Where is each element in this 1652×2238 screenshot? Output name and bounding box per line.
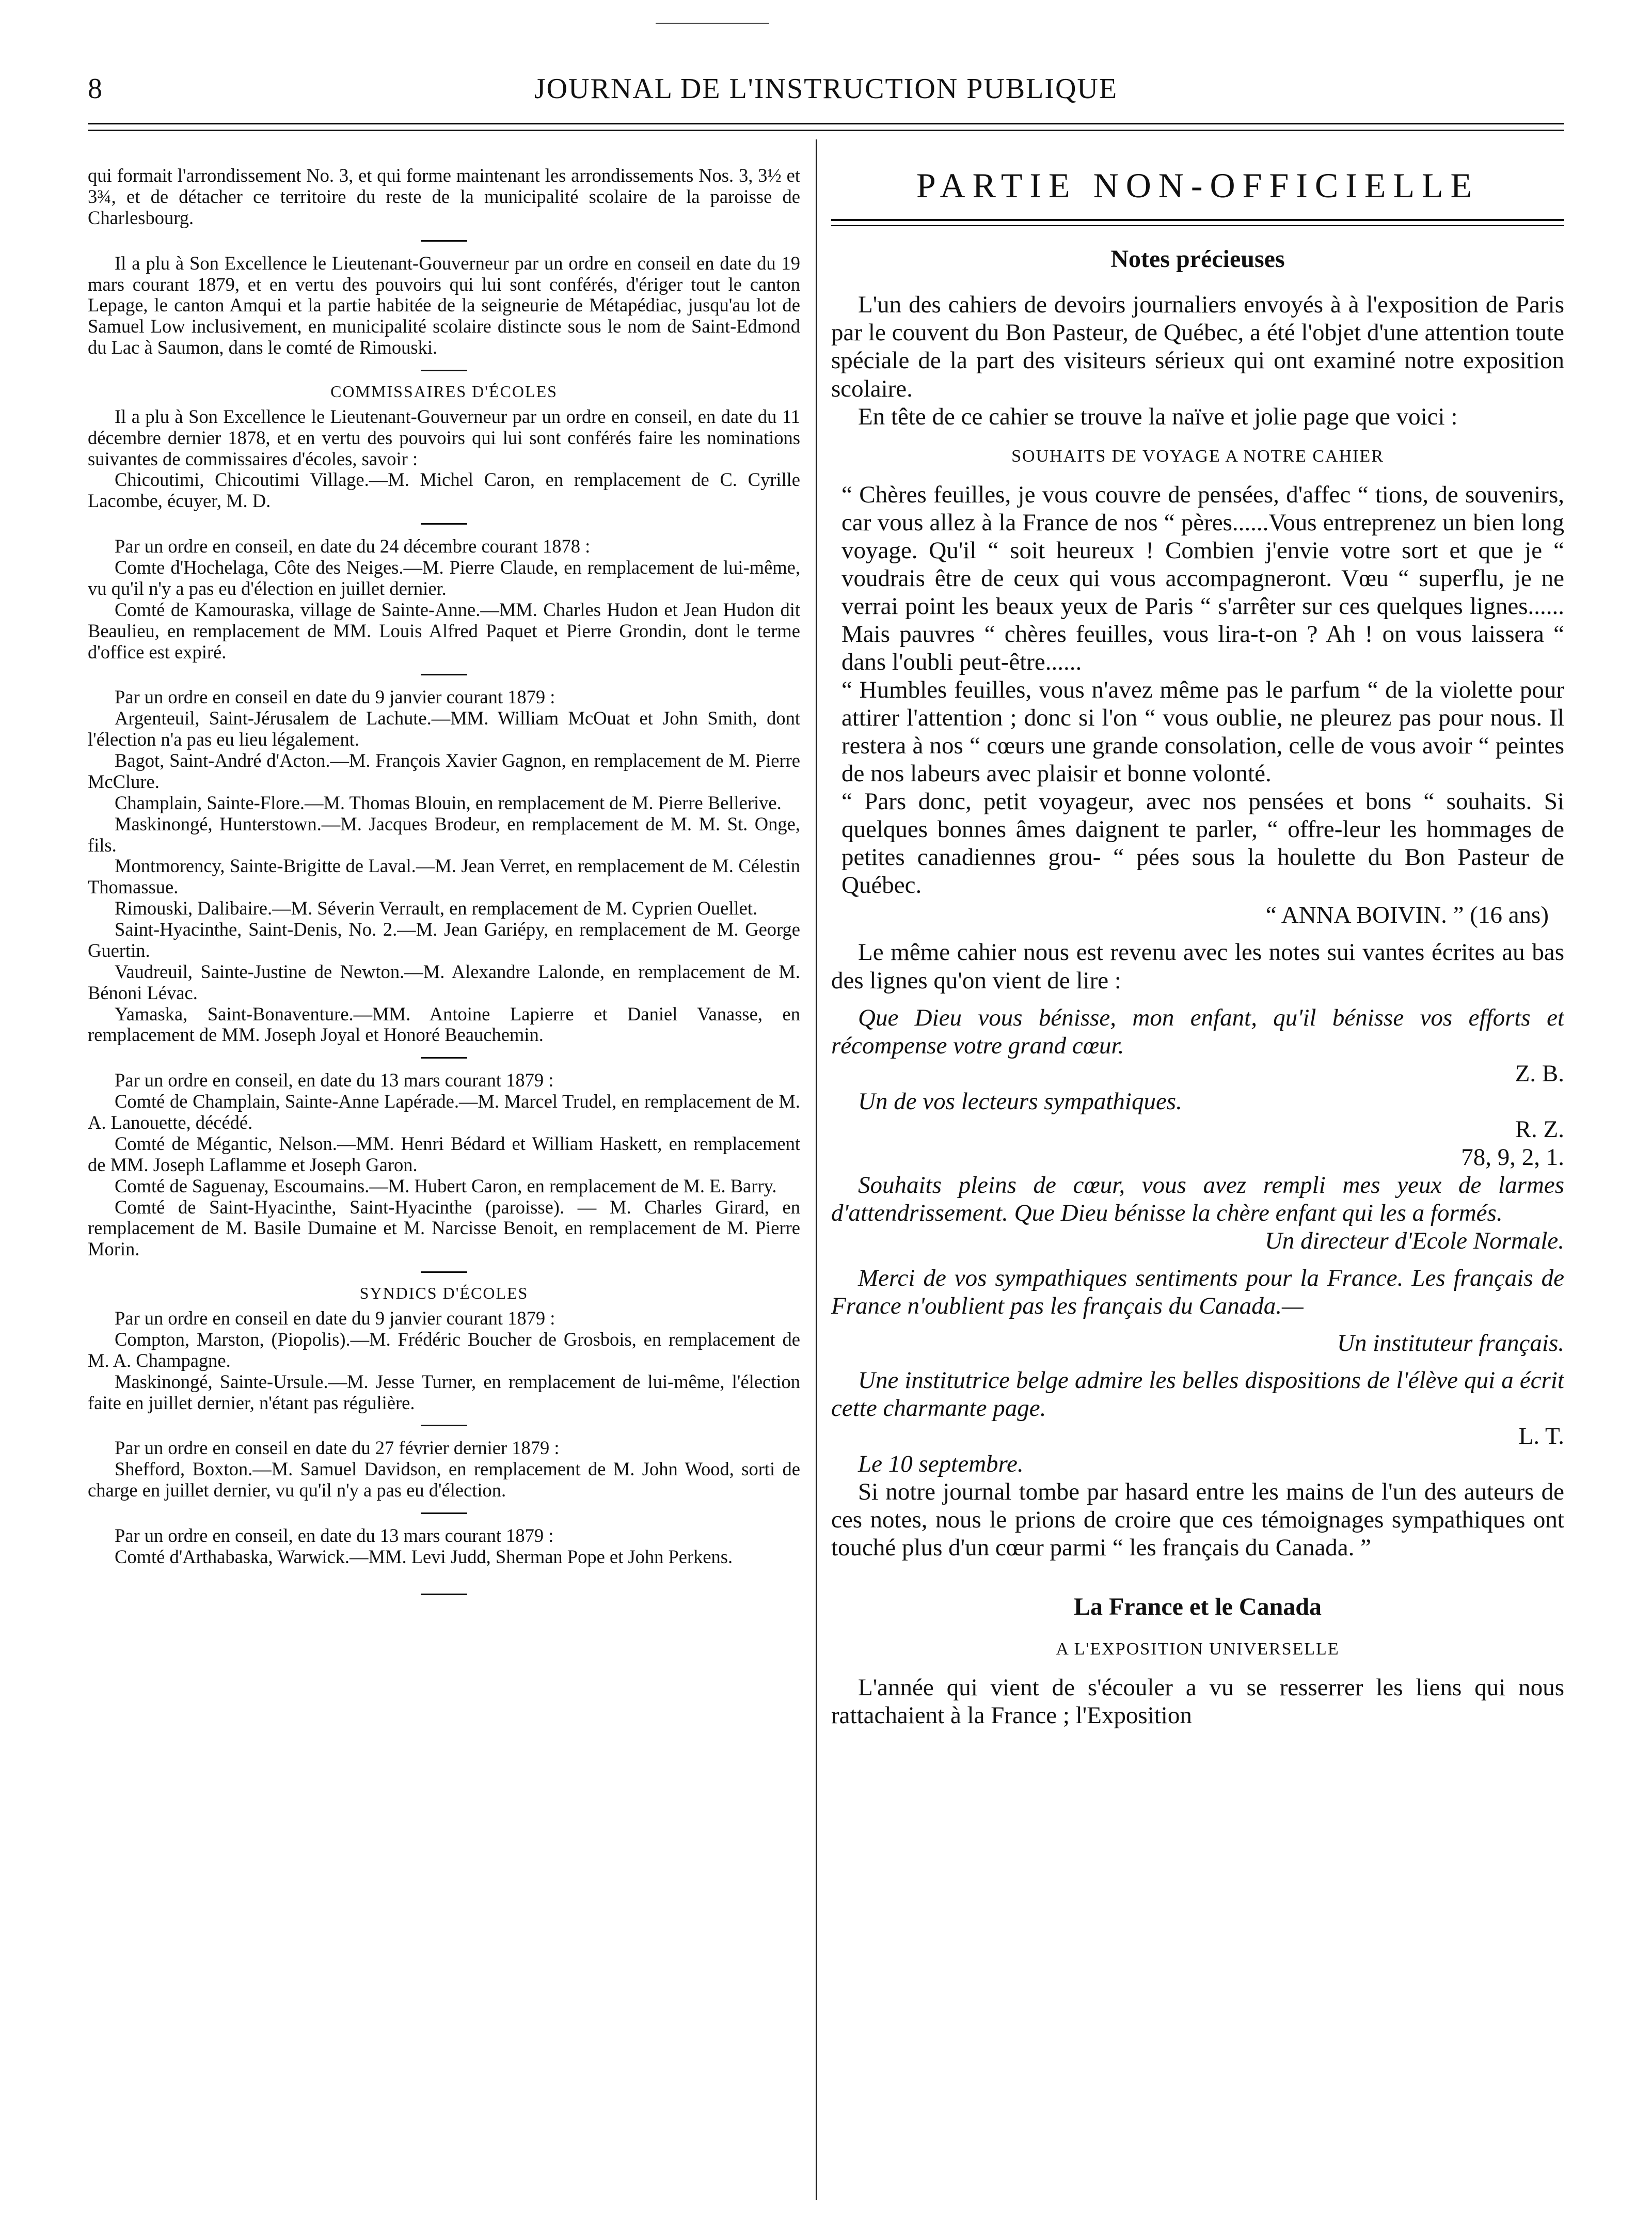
right-column — [831, 165, 1564, 2205]
paragraph: Champlain, Sainte-Flore.—M. Thomas Blouin, en remplacement de M. Pierre Bellerive. — [115, 792, 782, 813]
paragraph: Montmorency, Sainte-Brigitte de Laval.—M. Jean Verret, en remplacement de M. Célestin Thomassue. — [88, 855, 800, 898]
page-header — [88, 72, 1564, 114]
poem-stanza: “ Humbles feuilles, vous n'avez même pas le parfum “ de la violette pour attirer l'attention ; donc si l'on “ vous oublie, ne pleurez pas pour nous. Il restera à nos “ cœurs une grande consolation, celle de vous avoir “ peintes de nos labeurs avec plaisir et bonne volonté. — [841, 676, 1564, 787]
notes-title: Notes précieuses — [1110, 245, 1285, 273]
paragraph: Maskinongé, Hunterstown.—M. Jacques Brodeur, en remplacement de M. M. St. Onge, fils. — [88, 813, 800, 856]
paragraph: Maskinongé, Sainte-Ursule.—M. Jesse Turner, en remplacement de lui-même, l'élection faite en juillet dernier, n'étant pas régulière. — [88, 1370, 800, 1413]
paragraph: Vaudreuil, Sainte-Justine de Newton.—M. Alexandre Lalonde, en remplacement de M. Bénoni Lévac. — [88, 960, 800, 1003]
section-rule — [831, 219, 1564, 226]
top-ornament-line — [656, 23, 769, 24]
note-signature: Z. B. — [1515, 1060, 1564, 1087]
paragraph: Il a plu à Son Excellence le Lieutenant-Gouverneur par un ordre en conseil en date du 19 mars courant 1879, et en vertu des pouvoirs qui lui sont conférés, d'ériger tout le canton Lepage, le canton Amqui et la partie habitée de la seigneurie de Métapédiac, jusqu'au lot de Samuel Low inclusivement, en municipalité scolaire distincte sous le nom de Saint-Edmond du Lac à Saumon, dans le comté de Rimouski. — [88, 252, 800, 358]
poem-stanza: “ Pars donc, petit voyageur, avec nos pensées et bons “ souhaits. Si quelques bonnes âmes daignent te parler, “ offre-leur les hommages de petites canadiennes grou- “ pées sous la houlette du Bon Pasteur de Québec. — [841, 788, 1564, 899]
paragraph: En tête de ce cahier se trouve la naïve et jolie page que voici : — [858, 403, 1458, 430]
paragraph: Comté de Mégantic, Nelson.—MM. Henri Bédard et William Haskett, en remplacement de MM. Joseph Laflamme et Joseph Garon. — [88, 1132, 800, 1175]
poem-signature: “ ANNA BOIVIN. ” (16 ans) — [1265, 902, 1549, 929]
note-signature: R. Z. — [1515, 1115, 1564, 1143]
journal-title: JOURNAL DE L'INSTRUCTION PUBLIQUE — [534, 73, 1118, 105]
paragraph: Comté de Champlain, Sainte-Anne Lapérade.—M. Marcel Trudel, en remplacement de M. A. Lanouette, décédé. — [88, 1091, 800, 1133]
section-title: PARTIE NON-OFFICIELLE — [916, 166, 1480, 205]
left-column — [88, 165, 800, 2076]
paragraph: Par un ordre en conseil en date du 27 février dernier 1879 : — [115, 1437, 560, 1459]
paragraph: qui formait l'arrondissement No. 3, et qui forme maintenant les arrondissements Nos. 3, 3½ et 3¾, et de détacher ce territoire du reste de la municipalité scolaire de la paroisse de Charlesbourg. — [88, 165, 800, 228]
note: Merci de vos sympathiques sentiments pour la France. Les français de France n'oublient pas les français du Canada.— — [831, 1264, 1564, 1320]
paragraph: Rimouski, Dalibaire.—M. Séverin Verrault, en remplacement de M. Cyprien Ouellet. — [115, 897, 758, 919]
spacer — [831, 995, 1564, 1004]
paragraph: Bagot, Saint-André d'Acton.—M. François Xavier Gagnon, en remplacement de M. Pierre McClure. — [88, 750, 800, 792]
note: Un de vos lecteurs sympathiques. — [858, 1088, 1182, 1115]
paragraph: Par un ordre en conseil, en date du 13 mars courant 1879 : — [115, 1525, 554, 1547]
paragraph: Par un ordre en conseil en date du 9 janvier courant 1879 : — [115, 686, 555, 708]
paragraph: Comté de Saguenay, Escoumains.—M. Hubert Caron, en remplacement de M. E. Barry. — [115, 1175, 777, 1196]
separator — [421, 674, 467, 675]
paragraph: Par un ordre en conseil, en date du 13 mars courant 1879 : — [115, 1069, 554, 1091]
separator — [421, 370, 467, 371]
separator — [421, 1512, 467, 1514]
syndics-heading: SYNDICS D'ÉCOLES — [359, 1284, 529, 1303]
france-title: La France et le Canada — [1074, 1593, 1322, 1621]
paragraph: Saint-Hyacinthe, Saint-Denis, No. 2.—M. Jean Gariépy, en remplacement de M. George Guertin. — [88, 919, 800, 961]
spacer — [831, 1255, 1564, 1264]
separator — [421, 1271, 467, 1273]
separator — [421, 1425, 467, 1426]
paragraph: L'un des cahiers de devoirs journaliers envoyés à à l'exposition de Paris par le couvent du Bon Pasteur, de Québec, a été l'objet d'une attention toute spéciale de la part des visiteurs sérieux qui ont examiné notre exposition scolaire. — [831, 291, 1564, 402]
paragraph: Comté de Saint-Hyacinthe, Saint-Hyacinthe (paroisse). — M. Charles Girard, en remplacement de M. Basile Dumaine et M. Narcisse Benoit, en remplacement de M. Pierre Morin. — [88, 1196, 800, 1260]
note-signature: Un directeur d'Ecole Normale. — [1264, 1227, 1564, 1254]
souhaits-heading: SOUHAITS DE VOYAGE A NOTRE CAHIER — [1011, 446, 1384, 466]
separator — [421, 240, 467, 242]
commissaires-heading: COMMISSAIRES D'ÉCOLES — [330, 382, 558, 401]
paragraph: Si notre journal tombe par hasard entre les mains de l'un des auteurs de ces notes, nous le prions de croire que ces témoignages sympathiques ont touché plus d'un cœur parmi “ les français du Canada. ” — [831, 1478, 1564, 1562]
note-date: Le 10 septembre. — [858, 1451, 1024, 1478]
spacer — [831, 1357, 1564, 1366]
spacer — [831, 929, 1564, 938]
spacer — [831, 1562, 1564, 1582]
paragraph: Par un ordre en conseil en date du 9 janvier courant 1879 : — [115, 1307, 555, 1329]
paragraph: L'année qui vient de s'écouler a vu se resserrer les liens qui nous rattachaient à la France ; l'Exposition — [831, 1674, 1564, 1729]
page-number: 8 — [88, 73, 102, 105]
separator — [421, 523, 467, 525]
paragraph: Yamaska, Saint-Bonaventure.—MM. Antoine Lapierre et Daniel Vanasse, en remplacement de MM. Joseph Joyal et Honoré Beauchemin. — [88, 1003, 800, 1046]
end-rule — [421, 1594, 467, 1595]
header-double-rule — [88, 123, 1564, 131]
paragraph: Le même cahier nous est revenu avec les notes sui vantes écrites au bas des lignes qu'on vient de lire : — [831, 939, 1564, 994]
paragraph: Comté de Kamouraska, village de Sainte-Anne.—MM. Charles Hudon et Jean Hudon dit Beaulieu, en remplacement de MM. Louis Alfred Paquet et Pierre Grondin, dont le terme d'office est expiré. — [88, 598, 800, 663]
paragraph: Compton, Marston, (Piopolis).—M. Frédéric Boucher de Grosbois, en remplacement de M. A. Champagne. — [88, 1328, 800, 1371]
note: Que Dieu vous bénisse, mon enfant, qu'il bénisse vos efforts et récompense votre grand cœur. — [831, 1004, 1564, 1059]
note-signature: Un instituteur français. — [1337, 1330, 1564, 1357]
note-signature: L. T. — [1518, 1423, 1564, 1450]
paragraph: Argenteuil, Saint-Jérusalem de Lachute.—MM. William McOuat et John Smith, dont l'élection n'a pas eu lieu légalement. — [88, 707, 800, 750]
paragraph: Shefford, Boxton.—M. Samuel Davidson, en remplacement de M. John Wood, sorti de charge en juillet dernier, vu qu'il n'y a pas eu d'élection. — [88, 1458, 800, 1501]
paragraph: Par un ordre en conseil, en date du 24 décembre courant 1878 : — [115, 535, 591, 557]
paragraph: Comté d'Arthabaska, Warwick.—MM. Levi Judd, Sherman Pope et John Perkens. — [115, 1546, 733, 1567]
poem — [841, 481, 1564, 900]
note-date: 78, 9, 2, 1. — [1461, 1143, 1564, 1171]
spacer — [831, 1320, 1564, 1329]
separator — [421, 1057, 467, 1059]
paragraph: Chicoutimi, Chicoutimi Village.—M. Michel Caron, en remplacement de C. Cyrille Lacombe, écuyer, M. D. — [88, 469, 800, 512]
poem-stanza: “ Chères feuilles, je vous couvre de pensées, d'affec “ tions, de souvenirs, car vous allez à la France de nos “ pères......Vous entreprenez un bien long voyage. Qu'il “ soit heureux ! Combien j'envie votre sort et que je “ voudrais être de ceux qui vous accompagneront. Vœu “ superflu, je ne verrai point les beaux yeux de Paris “ s'arrêter sur ces quelques lignes...... Mais pauvres “ chères feuilles, vous lira-t-on ? Ah ! on vous laissera “ dans l'oubli peut-être...... — [841, 481, 1564, 675]
column-divider — [816, 139, 817, 2200]
paragraph: Comte d'Hochelaga, Côte des Neiges.—M. Pierre Claude, en remplacement de lui-même, vu qu'il n'y a pas eu d'élection en juillet dernier. — [88, 557, 800, 599]
france-subtitle: A L'EXPOSITION UNIVERSELLE — [1056, 1639, 1340, 1659]
paragraph: Il a plu à Son Excellence le Lieutenant-Gouverneur par un ordre en conseil, en date du 11 décembre dernier 1878, et en vertu des pouvoirs qui lui sont conférés faire les nominations suivantes de commissaires d'écoles, savoir : — [88, 405, 800, 469]
note: Souhaits pleins de cœur, vous avez rempli mes yeux de larmes d'attendrissement. Que Dieu bénisse la chère enfant qui les a formés. — [831, 1171, 1564, 1226]
note: Une institutrice belge admire les belles dispositions de l'élève qui a écrit cette charmante page. — [831, 1367, 1564, 1422]
